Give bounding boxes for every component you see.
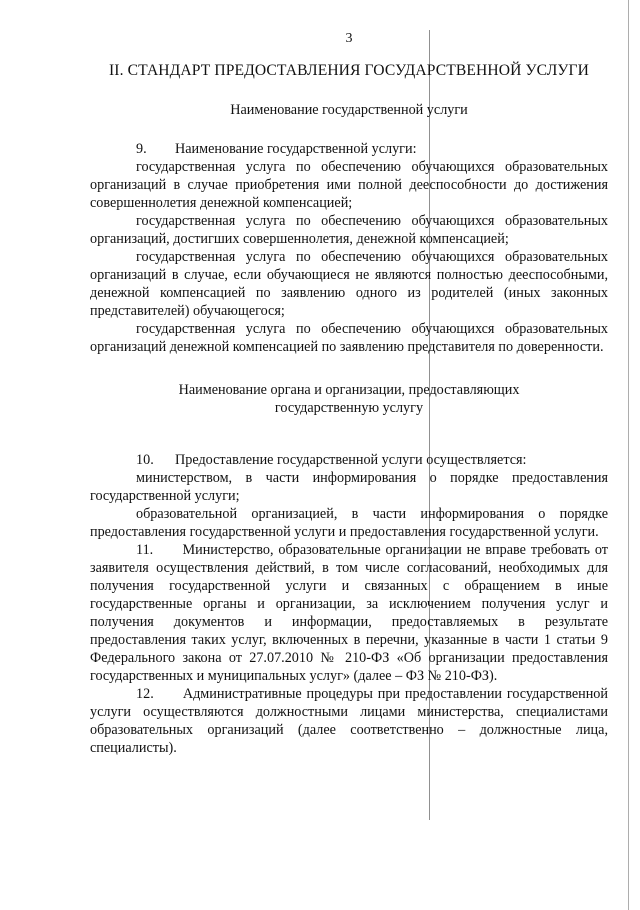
paragraph-9-item-3: государственная услуга по обеспечению обучающихся образовательных организаций в случае, если обучающиеся не являются полностью дееспособными, денежной компенсацией по заявлению одного из родителей (иных законных представителей) обучающегося; bbox=[90, 249, 608, 319]
scan-edge-line bbox=[628, 0, 629, 910]
paragraph-9-item-4: государственная услуга по обеспечению обучающихся образовательных организаций денежной компенсацией по заявлению представителя по доверенности. bbox=[90, 321, 608, 355]
paragraph-10-heading: 10. Предоставление государственной услуги осуществляется: bbox=[136, 452, 527, 468]
subheading-organization bbox=[90, 381, 608, 417]
document-content bbox=[90, 30, 608, 757]
paragraph-9-item-2: государственная услуга по обеспечению обучающихся образовательных организаций, достигших совершеннолетия, денежной компенсацией; bbox=[90, 213, 608, 247]
paragraph-9-heading: 9. Наименование государственной услуги: bbox=[136, 141, 417, 157]
paragraph-10-item-2: образовательной организацией, в части информирования о порядке предоставления государственной услуги и предоставления государственной услуги. bbox=[90, 506, 608, 540]
subheading-service-name: Наименование государственной услуги bbox=[230, 102, 468, 118]
subheading-organization-line-1: Наименование органа и организации, предоставляющих bbox=[178, 382, 520, 398]
paragraph-9-item-1: государственная услуга по обеспечению обучающихся образовательных организаций в случае приобретения ими полной дееспособности до достижения совершеннолетия денежной компенсацией; bbox=[90, 159, 608, 211]
paragraph-10-item-1: министерством, в части информирования о порядке предоставления государственной услуги; bbox=[90, 470, 608, 504]
paragraph-11: 11. Министерство, образовательные организации не вправе требовать от заявителя осуществления действий, в том числе согласований, необходимых для получения государственной услуги и связанных с обращением в иные государственные органы и организации, за исключением получения услуг и получения документов и информации, предоставляемых в результате предоставления таких услуг, включенных в перечни, указанные в части 1 статьи 9 Федерального закона от 27.07.2010 № 210-ФЗ «Об организации предоставления государственных и муниципальных услуг» (далее – ФЗ № 210-ФЗ). bbox=[90, 542, 608, 684]
subheading-organization-line-2: государственную услугу bbox=[274, 400, 424, 416]
section-title: II. СТАНДАРТ ПРЕДОСТАВЛЕНИЯ ГОСУДАРСТВЕННОЙ УСЛУГИ bbox=[109, 62, 589, 79]
paragraph-12: 12. Административные процедуры при предоставлении государственной услуги осуществляются должностными лицами министерства, специалистами образовательных организаций (далее соответственно – должностные лица, специалисты). bbox=[90, 686, 608, 756]
page-number: 3 bbox=[345, 31, 353, 46]
